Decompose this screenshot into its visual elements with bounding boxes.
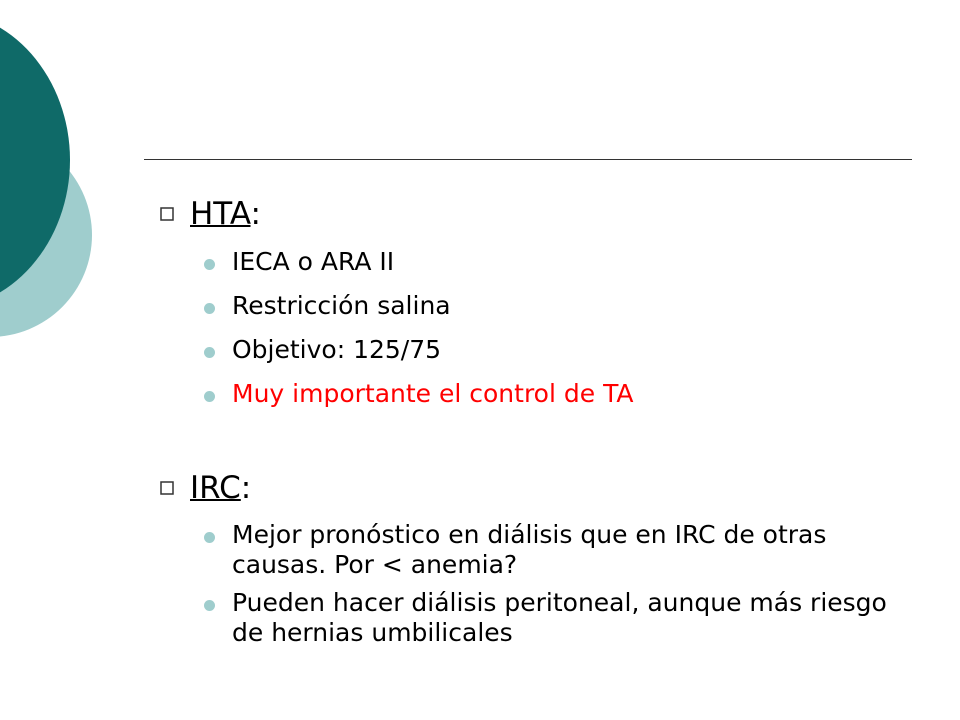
list-item [160, 291, 912, 321]
bullet-dot-icon [204, 347, 215, 358]
heading-term: HTA [190, 196, 251, 232]
section-heading-hta [160, 192, 912, 236]
bullet-dot-icon [204, 532, 215, 543]
section-irc [160, 466, 912, 656]
list-item-text: Muy importante el control de TA [232, 379, 634, 408]
decorative-circles [0, 0, 120, 400]
hollow-square-icon [160, 481, 174, 495]
list-item [160, 335, 912, 365]
bullet-list-hta [160, 247, 912, 409]
list-item-text: Mejor pronóstico en diálisis que en IRC de otras causas. Por < anemia? [232, 520, 827, 579]
list-item-text: Objetivo: 125/75 [232, 335, 442, 364]
bullet-dot-icon [204, 259, 215, 270]
list-item-highlighted [160, 379, 912, 409]
list-item-text: IECA o ARA II [232, 247, 395, 276]
title-divider-line [144, 159, 912, 160]
bullet-list-irc [160, 520, 912, 648]
hollow-square-icon [160, 207, 174, 221]
list-item-text: Restricción salina [232, 291, 451, 320]
list-item [160, 247, 912, 277]
section-heading-irc [160, 466, 912, 510]
bullet-dot-icon [204, 303, 215, 314]
heading-colon: : [250, 196, 261, 232]
section-hta [160, 192, 912, 423]
bullet-dot-icon [204, 391, 215, 402]
list-item [160, 588, 912, 648]
bullet-dot-icon [204, 600, 215, 611]
list-item [160, 520, 912, 580]
heading-term: IRC [190, 470, 241, 506]
list-item-text: Pueden hacer diálisis peritoneal, aunque más riesgo de hernias umbilicales [232, 588, 887, 647]
heading-colon: : [240, 470, 252, 506]
